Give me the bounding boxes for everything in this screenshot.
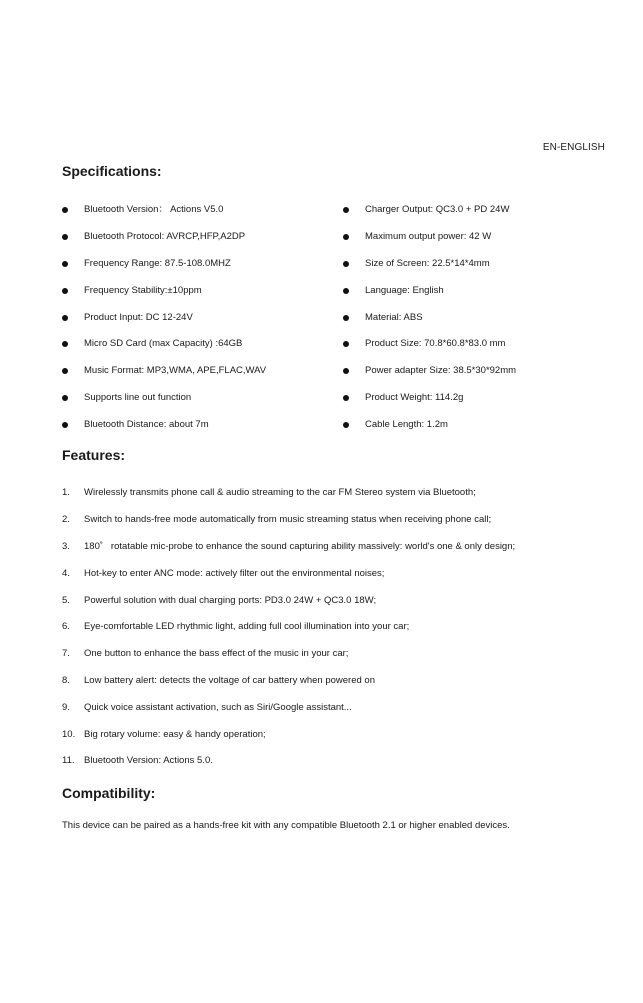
bullet-icon <box>62 395 68 401</box>
spec-text: Bluetooth Protocol: AVRCP,HFP,A2DP <box>84 231 246 243</box>
bullet-icon <box>62 234 68 240</box>
bullet-icon <box>343 422 349 428</box>
spec-item <box>62 331 266 358</box>
spec-text: Bluetooth Distance: about 7m <box>84 418 209 430</box>
spec-text: Size of Screen: 22.5*14*4mm <box>365 257 490 269</box>
feature-number: 1. <box>62 487 70 499</box>
feature-number: 5. <box>62 594 70 606</box>
bullet-icon <box>343 315 349 321</box>
feature-item <box>62 534 515 561</box>
feature-item <box>62 587 515 614</box>
feature-text: Switch to hands-free mode automatically from music streaming status when receiving phone call; <box>84 514 492 526</box>
spec-item <box>62 358 266 385</box>
spec-item <box>343 224 516 251</box>
language-label: EN-ENGLISH <box>542 142 605 153</box>
spec-text: Frequency Stability:±10ppm <box>84 284 202 296</box>
bullet-icon <box>343 207 349 213</box>
spec-text: Product Input: DC 12-24V <box>84 311 193 323</box>
feature-number: 3. <box>62 540 70 552</box>
spec-item <box>62 277 266 304</box>
feature-text: Quick voice assistant activation, such as Siri/Google assistant... <box>84 701 352 713</box>
spec-text: Frequency Range: 87.5-108.0MHZ <box>84 257 231 269</box>
spec-item <box>62 197 266 224</box>
specifications-heading: Specifications: <box>62 163 162 179</box>
feature-item <box>62 507 515 534</box>
spec-text: Charger Output: QC3.0 + PD 24W <box>365 204 510 216</box>
spec-item <box>62 411 266 438</box>
spec-item <box>62 304 266 331</box>
feature-number: 9. <box>62 701 70 713</box>
feature-number: 7. <box>62 648 70 660</box>
feature-text: Big rotary volume: easy & handy operation; <box>84 728 266 740</box>
bullet-icon <box>62 288 68 294</box>
specifications-list-right <box>343 197 516 438</box>
feature-text: Bluetooth Version: Actions 5.0. <box>84 755 213 767</box>
spec-text: Supports line out function <box>84 391 192 403</box>
spec-item <box>62 385 266 412</box>
spec-item <box>62 224 266 251</box>
spec-item <box>343 277 516 304</box>
feature-item <box>62 480 515 507</box>
bullet-icon <box>62 315 68 321</box>
feature-number: 6. <box>62 621 70 633</box>
feature-text: Hot-key to enter ANC mode: actively filter out the environmental noises; <box>84 567 385 579</box>
bullet-icon <box>343 341 349 347</box>
bullet-icon <box>62 368 68 374</box>
bullet-icon <box>343 234 349 240</box>
spec-text: Maximum output power: 42 W <box>365 231 492 243</box>
features-list <box>62 480 515 775</box>
spec-text: Language: English <box>365 284 444 296</box>
feature-item <box>62 614 515 641</box>
spec-text: Music Format: MP3,WMA, APE,FLAC,WAV <box>84 365 267 377</box>
spec-text: Material: ABS <box>365 311 423 323</box>
feature-text: One button to enhance the bass effect of the music in your car; <box>84 648 349 660</box>
spec-text: Product Weight: 114.2g <box>365 391 464 403</box>
feature-item <box>62 668 515 695</box>
spec-item <box>343 251 516 278</box>
bullet-icon <box>62 422 68 428</box>
spec-item <box>343 358 516 385</box>
compatibility-text: This device can be paired as a hands-free kit with any compatible Bluetooth 2.1 or higher enabled devices. <box>62 820 510 831</box>
feature-item <box>62 748 515 775</box>
spec-item <box>343 331 516 358</box>
feature-text: Low battery alert: detects the voltage of car battery when powered on <box>84 674 375 686</box>
spec-item <box>343 197 516 224</box>
feature-number: 10. <box>62 728 76 740</box>
feature-text: 180˚ rotatable mic-probe to enhance the sound capturing ability massively: world's one & only design; <box>84 540 516 552</box>
bullet-icon <box>343 395 349 401</box>
spec-text: Micro SD Card (max Capacity) :64GB <box>84 338 243 350</box>
feature-item <box>62 694 515 721</box>
bullet-icon <box>62 341 68 347</box>
feature-text: Eye-comfortable LED rhythmic light, adding full cool illumination into your car; <box>84 621 410 633</box>
feature-number: 4. <box>62 567 70 579</box>
spec-item <box>343 304 516 331</box>
spec-text: Product Size: 70.8*60.8*83.0 mm <box>365 338 506 350</box>
bullet-icon <box>343 288 349 294</box>
feature-text: Powerful solution with dual charging ports: PD3.0 24W + QC3.0 18W; <box>84 594 377 606</box>
feature-number: 2. <box>62 514 70 526</box>
feature-item <box>62 721 515 748</box>
feature-item <box>62 641 515 668</box>
spec-text: Cable Length: 1.2m <box>365 418 448 430</box>
feature-text: Wirelessly transmits phone call & audio streaming to the car FM Stereo system via Bluetooth; <box>84 487 476 499</box>
features-heading: Features: <box>62 447 126 463</box>
spec-item <box>62 251 266 278</box>
bullet-icon <box>62 207 68 213</box>
spec-item <box>343 411 516 438</box>
feature-item <box>62 560 515 587</box>
spec-item <box>343 385 516 412</box>
bullet-icon <box>343 261 349 267</box>
bullet-icon <box>343 368 349 374</box>
specifications-list-left <box>62 197 266 438</box>
bullet-icon <box>62 261 68 267</box>
feature-number: 8. <box>62 674 70 686</box>
spec-text: Bluetooth Version： Actions V5.0 <box>84 204 224 216</box>
feature-number: 11. <box>62 755 75 767</box>
compatibility-heading: Compatibility: <box>62 785 156 801</box>
spec-text: Power adapter Size: 38.5*30*92mm <box>365 365 517 377</box>
